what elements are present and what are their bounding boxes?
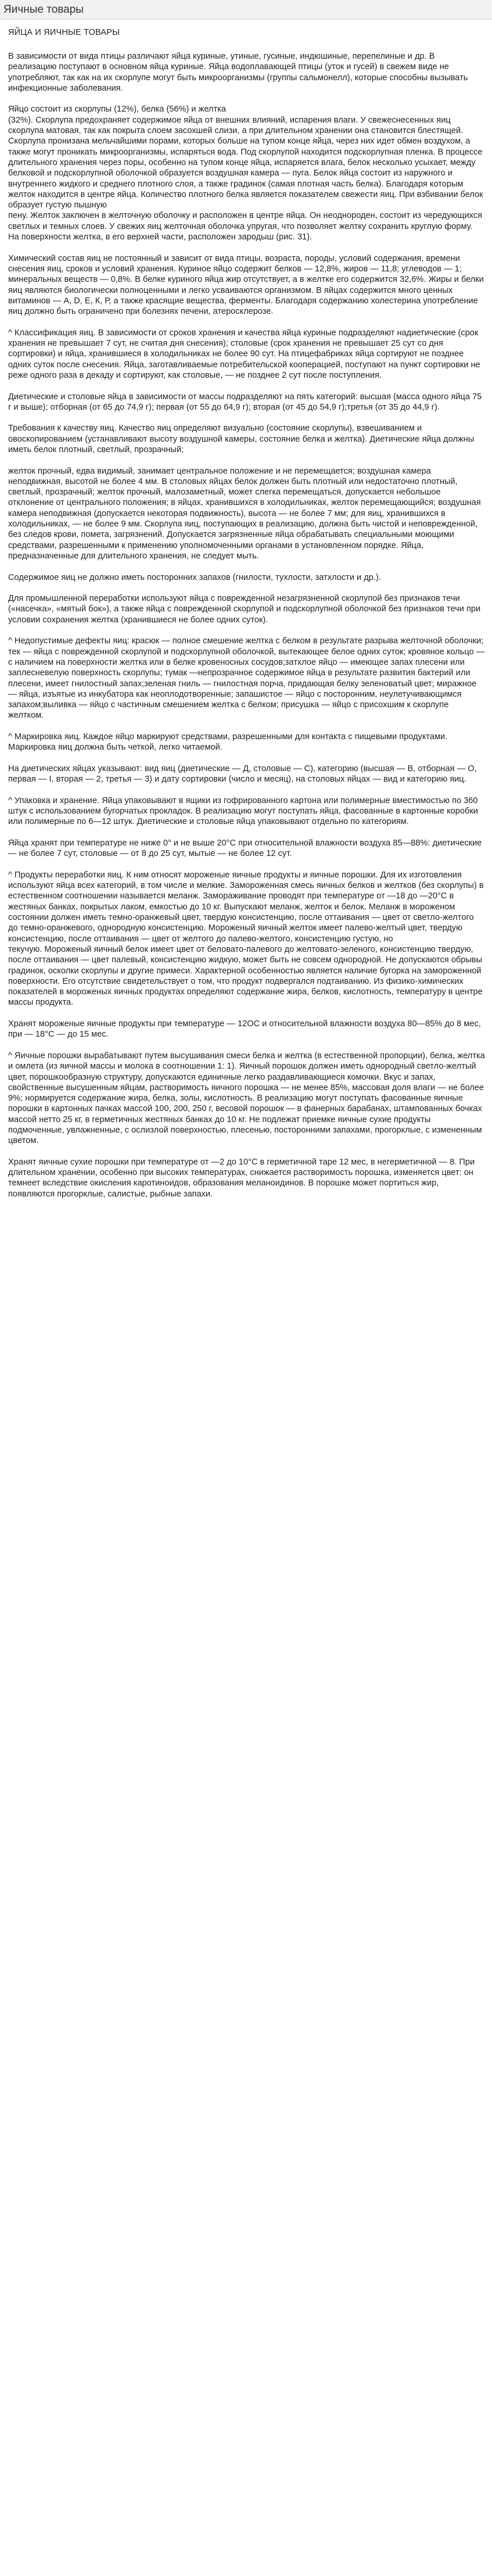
paragraph: Химический состав яиц не постоянный и зависит от вида птицы, возраста, породы, условий содержания, времени снесения яиц, сроков и условий хранения. Куриное яйцо содержит белков — 12,8%, жиров — 11,8; углеводов — 1; минеральных веществ — 0,8%. В белке куриного яйца жир отсутствует, а в желтке его содержится 32,6%. Жиры и белки яиц являются биологически полноценными и легко усваиваются организмом. В яйцах содержится много ценных витаминов — А, D, Е, К, Р, а также красящие вещества, ферменты. Благодаря содержанию холестерина употребление яиц должно быть ограничено при болезнях печени, атеросклерозе.	[8, 253, 484, 317]
paragraph: Хранят мороженые яичные продукты при температуре — 12ОС и относительной влажности воздуха 80—85% до 8 мес, при — 18°С — до 15 мес.	[8, 1019, 481, 1040]
paragraph: Хранят яичные сухие порошки при температуре от —2 до 10°С в герметичной таре 12 мес, в негерметичной — 8. При длительном хранении, особенно при высоких температурах, снижается растворимость порошка, изменяется цвет: он темнеет вследствие окисления каротиноидов, образования меланоидинов. В порошке может портиться жир, появляются прогорклые, салистые, рыбные запахи.	[8, 1157, 475, 1199]
paragraph: ^ Упаковка и хранение. Яйца упаковывают в ящики из гофрированного картона или полимерные вместимостью по 360 штук с использованием бугорчатых прокладок. В реализацию могут поступать яйца, фасованные в картонные коробки или полимерные по 6—12 штук. Диетические и столовые яйца упаковывают отдельно по категориям.	[8, 796, 478, 827]
paragraph: Яйца хранят при температуре не ниже 0° и не выше 20°С при относительной влажности воздуха 85—88%: диетические — не более 7 сут, столовые — от 8 до 25 сут, мытые — не более 12 сут.	[8, 838, 482, 859]
paragraph: ^ Классификация яиц. В зависимости от сроков хранения и качества яйца куриные подразделяют надиетические (срок хранения не превышает 7 сут, не считая дня снесения); столовые (срок хранения не превышает 25 сут со дня сортировки) и яйца, хранившиеся в холодильниках не более 90 сут. На птицефабриках яйца сортируют не позднее одних суток после снесения. Яйца, заготавливаемые потребительской кооперацией, поступают на пункт сортировки не реже одного раза в декаду и сортируют, как столовые, — не позднее 2 сут после поступления.	[8, 328, 480, 380]
paragraph-list	[8, 51, 485, 1199]
paragraph: ^ Яичные порошки вырабатывают путем высушивания смеси белка и желтка (в естественной пропорции), белка, желтка и омлета (из яичной массы и молока в соотношении 1: 1). Яичный порошок должен иметь однородный светло-желтый цвет, порошкообразную структуру, допускаются единичные легко раздавливающиеся комочки. Вкус и запах, свойственные высушенным яйцам, растворимость яичного порошка — не менее 85%, массовая доля влаги — не более 9%; нормируется содержание жира, белка, золы, кислотность. В реализацию могут поступать фасованные яичные порошки в картонных пачках массой 100, 200, 250 г, весовой порошок — в фанерных барабанах, штампованных бочках массой нетто 25 кг, в герметичных жестяных банках до 10 кг. Не подлежат приемке яичные сухие продукты подмоченные, увлажненные, с ослизлой поверхностью, плесенью, посторонними запахами, прогорклые, с измененным цветом.	[8, 1051, 485, 1146]
paragraph: ^ Недопустимые дефекты яиц: красюк — полное смешение желтка с белком в результате разрыва желточной оболочки; тек — яйца с поврежденной скорлупой и подскорлупной оболочкой, вытекающее белое одних суток; кровяное кольцо — с наличием на поверхности желтка или в белке кровеносных сосудов;затхлое яйцо — имеющее запах плесени или заплесневелую поверхность скорлупы; тумак —непрозрачное содержимое яйца в результате развития бактерий или плесени, имеет гнилостный запах;зеленая гниль — гнилостная порча, придающая белку зеленоватый цвет; миражное — яйца, изъятые из инкубатора как неоплодотворенные; запашистое — яйцо с посторонним, неулетучивающимся запахом;выливка — яйцо с частичным смешением желтка с белком; присушка — яйцо с присохшим к скорлупе желтком.	[8, 636, 485, 721]
paragraph: Диетические и столовые яйца в зависимости от массы подразделяют на пять категорий: высшая (масса одного яйца 75 г и выше); отборная (от 65 до 74,9 г); первая (от 55 до 64,9 г); вторая (от 45 до 54,9 г);третья (от 35 до 44,9 г).	[8, 392, 482, 412]
paragraph: На диетических яйцах указывают: вид яиц (диетические — Д, столовые — С), категорию (высшая — В, отборная — О, первая — I, вторая — 2, третья — 3) и дату сортировки (число и месяц), на столовых яйцах — вид и категорию яиц.	[8, 764, 477, 784]
page-title: Яичные товары	[3, 3, 84, 16]
paragraph: Яйцо состоит из скорлупы (12%), белка (56%) и желтка (32%). Скорлупа предохраняет содержимое яйца от внешних влияний, испарения влаги. У свежеснесенных яиц скорлупа матовая, так как покрыта слоем засохшей слизи, а при длительном хранении она становится блестящей. Скорлупа пронизана мельчайшими порами, которых больше на тупом конце яйца, через них идет обмен воздухом, а также могут проникать микроорганизмы, испаряться вода. Под скорлупой находится подскорлупная пленка. В процессе длительного хранения через поры, особенно на тупом конце яйца, испаряется влага, белок несколько усыхает, между белковой и подскорлупной оболочкой образуется воздушная камера — пуга. Белок яйца состоит из наружного и внутреннего жидкого и среднего плотного слоя, а также градинок (самая плотная часть белка). Благодаря которым желток находится в центре яйца. Количество плотного белка является показателем свежести яиц. При взбивании белок образует густую пышную пену. Желток заключен в желточную оболочку и расположен в центре яйца. Он неоднороден, состоит из чередующихся светлых и темных слоев. У свежих яиц желточная оболочка упругая, что позволяет желтку сохранить круглую форму. На поверхности желтка, в его верхней части, расположен зародыш (рис. 31).	[8, 105, 483, 242]
page-header	[0, 0, 492, 20]
paragraph: В зависимости от вида птицы различают яйца куриные, утиные, гусиные, индюшиные, перепелиные и др. В реализацию поступают в основном яйца куриные. Яйца водоплавающей птицы (уток и гусей) в свежем виде не употребляют, так как на их скорлупе могут быть микроорганизмы (группы сальмонелл), которые способны вызывать инфекционные заболевания.	[8, 52, 468, 93]
paragraph: желток прочный, едва видимый, занимает центральное положение и не перемещается; воздушная камера неподвижная, высотой не более 4 мм. В столовых яйцах белок должен быть плотный или недостаточно плотный, светлый, прозрачный; желток прочный, малозаметный, может слегка перемещаться, допускается небольшое отклонение от центрального положения; в яйцах, хранившихся в холодильниках, желток перемещающийся; воздушная камера неподвижная (допускается некоторая подвижность), высота — не более 7 мм; для яиц, хранившихся в холодильниках, — не более 9 мм. Скорлупа яиц, поступающих в реализацию, должна быть чистой и неповрежденной, без следов крови, помета, загрязнений. Допускается загрязненные яйца обрабатывать специальными моющими средствами, разрешенными к применению уполномоченными органами в установленном порядке. Яйца, предназначенные для длительного хранения, не следует мыть.	[8, 466, 481, 561]
paragraph: Содержимое яиц не должно иметь посторонних запахов (гнилости, тухлости, затхлости и др.).	[8, 572, 381, 582]
paragraph: ^ Продукты переработки яиц. К ним относят мороженые яичные продукты и яичные порошки. Для их изготовления используют яйца всех категорий, в том числе и мелкие. Замороженная смесь яичных белков и желтков (без скорлупы) в естественном соотношении называется меланж. Замораживание проводят при температуре от —18 до —20°С в жестяных банках, покрытых лаком, емкостью до 10 кг. Выпускают меланж, желток и белок. Меланж в мороженом состоянии должен иметь темно-оранжевый цвет, твердую консистенцию, после оттаивания — цвет от светло-желтого до темно-оранжевого, однородную консистенцию. Мороженый яичный желток имеет палево-желтый цвет, твердую консистенцию, после оттаивания — цвет от желтого до палево-желтого, консистенцию густую, но текучую. Мороженый яичный белок имеет цвет от беловато-палевого до желтовато-зеленого, консистенцию твердую, после оттаивания — цвет палевый, консистенцию жидкую, может быть не совсем однородной. Не допускаются обрывы градинок, осколки скорлупы и другие примеси. Характерной особенностью является наличие бугорка на замороженной поверхности. Его отсутствие свидетельствует о том, что продукт подвергался подтаиванию. Из физико-химических показателей в мороженых яичных продуктах определяют содержание жира, белков, кислотность, температуру в центре массы продукта.	[8, 870, 484, 1008]
section-subtitle: ЯЙЦА И ЯИЧНЫЕ ТОВАРЫ	[8, 28, 120, 37]
paragraph: Требования к качеству яиц. Качество яиц определяют визуально (состояние скорлупы), взвешиванием и овоскопированием (устанавливают высоту воздушной камеры, состояние белка и желтка). Диетические яйца должны иметь белок плотный, светлый, прозрачный;	[8, 424, 475, 454]
paragraph: ^ Маркировка яиц. Каждое яйцо маркируют средствами, разрешенными для контакта с пищевыми продуктами. Маркировка яиц должна быть четкой, легко читаемой.	[8, 732, 448, 753]
article-body	[0, 20, 492, 1199]
paragraph: Для промышленной переработки используют яйца с поврежденной незагрязненной скорлупой без признаков течи («насечка», «мятый бок»), а также яйца с поврежденной скорлупой и подскорлупной оболочкой без признаков течи при условии сохранения желтка (хранившиеся не более одних суток).	[8, 594, 481, 625]
